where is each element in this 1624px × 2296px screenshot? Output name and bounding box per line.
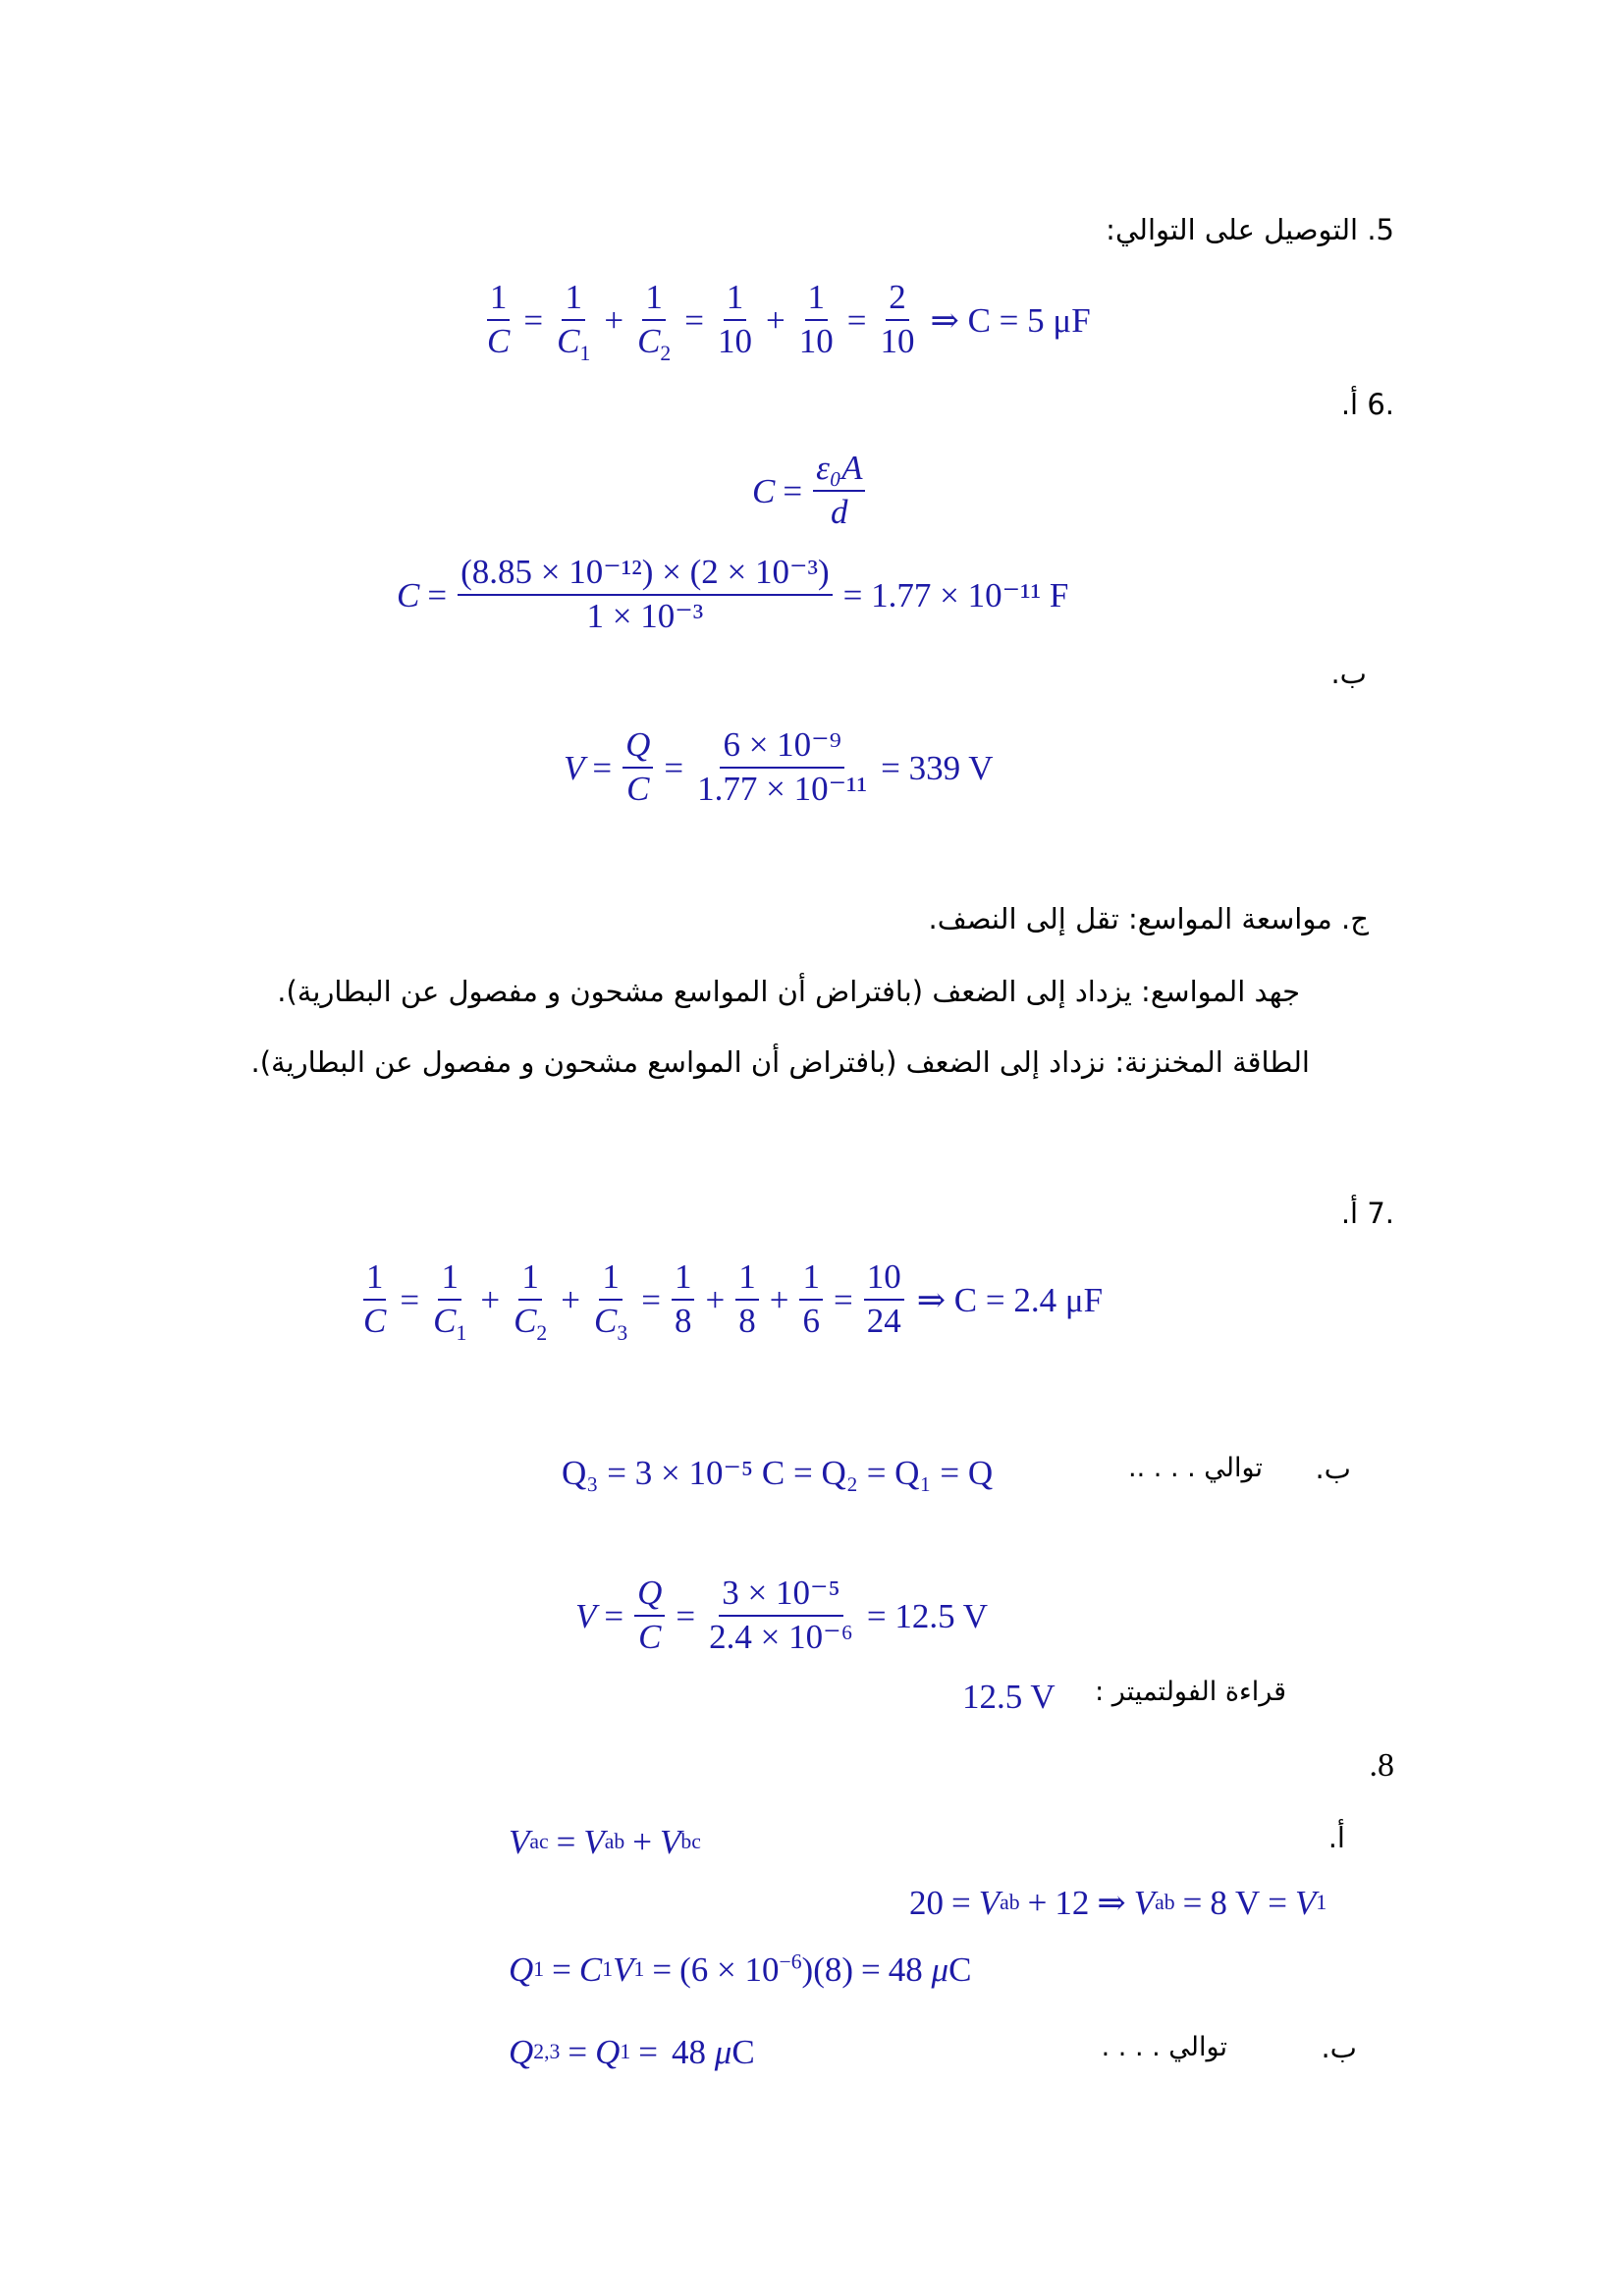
q7-voltmeter-value: 12.5 V: [962, 1677, 1056, 1716]
q8-vab-calculation: 20 = V ab + 12 ⇒ V ab = 8 V = V 1: [909, 1883, 1327, 1922]
q8-part-a-label: أ.: [1327, 1821, 1345, 1854]
q7-part-a-label: .7 أ.: [1340, 1197, 1394, 1230]
q8-charge-equality: Q 2,3 = Q 1 = 48 μC: [509, 2032, 755, 2071]
q7-voltmeter-label: قراءة الفولتميتر :: [1095, 1677, 1286, 1707]
q7-series-equation: $\frac{1}{C}$ = $\frac{1}{C_1}$ + $\frac{1}{C_2}$ + $\frac{1}{C_3}$ = $\frac{1}{8}$ + $\frac{1}{8}$ + $\frac{1}{6}$ = $\frac{10}{24}$ ⇒ C = 2.4 μF: [357, 1253, 1103, 1347]
q6-voltage-calculation: V = $\frac{Q}{C}$ = $\frac{\text{6 × 10⁻⁹}}{\text{1.77 × 10⁻¹¹}}$ = 339 V: [564, 725, 994, 808]
q5-result: ⇒ C = 5 μF: [930, 300, 1091, 340]
q7-voltage-calculation: V = $\frac{Q}{C}$ = $\frac{\text{3 × 10⁻⁵}}{\text{2.4 × 10⁻⁶}}$ = 12.5 V: [575, 1574, 988, 1656]
q8-charge-calculation: Q 1 = C 1 V 1 = $(6 \times 10^{-6})(8)$ = 48 μC: [509, 1949, 972, 1989]
q7-result: ⇒ C = 2.4 μF: [916, 1280, 1104, 1319]
frac-2-over-10: $\frac{2}{10}$: [880, 278, 915, 360]
frac-Q-over-C: $\frac{Q}{C}$: [623, 727, 653, 808]
q6-part-c-line1: ج. مواسعة المواسع: تقل إلى النصف.: [928, 902, 1369, 935]
q6-part-c-line3: الطاقة المخنزنة: نزداد إلى الضعف (بافتراض أن المواسع مشحون و مفصول عن البطارية).: [250, 1045, 1310, 1079]
q6-part-b-label: ب.: [1330, 657, 1367, 690]
q6-part-c-line2: جهد المواسع: يزداد إلى الضعف (بافتراض أن المواسع مشحون و مفصول عن البطارية).: [277, 975, 1300, 1008]
frac-1-over-10-a: $\frac{1}{10}$: [718, 278, 753, 360]
frac-1-over-10-b: $\frac{1}{10}$: [798, 278, 834, 360]
frac-1-over-C: $\frac{1}{C}$: [487, 278, 511, 360]
q6-voltage-result: = 339 V: [881, 748, 994, 787]
frac-10-over-24: $\frac{10}{24}$: [864, 1259, 904, 1340]
frac-1-over-8-a: $\frac{1}{8}$: [672, 1259, 695, 1340]
q5-heading: 5. التوصيل على التوالي:: [1106, 213, 1394, 246]
q7-part-b-label: ب.: [1315, 1452, 1351, 1485]
q7-charge-equation: Q₃ = 3 × 10⁻⁵ C = Q₂ = Q₁ = Q: [562, 1453, 994, 1492]
frac-capacitance-values: $\frac{\text{(8.85 × 10⁻¹²) × (2 × 10⁻³)}}{\text{1 × 10⁻³}}$: [458, 555, 833, 635]
frac-voltage-values: $\frac{\text{3 × 10⁻⁵}}{\text{2.4 × 10⁻⁶}}$: [709, 1574, 853, 1656]
q6-capacitance-result: = 1.77 × 10⁻¹¹ F: [842, 575, 1069, 614]
frac-Q-over-C: $\frac{Q}{C}$: [634, 1575, 665, 1656]
q8-part-b-note: توالي . . . .: [1101, 2032, 1227, 2062]
q8-number: .8: [1369, 1747, 1394, 1784]
q6-part-a-label: .6 أ.: [1340, 388, 1394, 421]
frac-voltage-values: $\frac{\text{6 × 10⁻⁹}}{\text{1.77 × 10⁻¹¹}}$: [697, 725, 868, 808]
q7-voltage-result: = 12.5 V: [866, 1596, 988, 1635]
q6-capacitance-calculation: C = $\frac{\text{(8.85 × 10⁻¹²) × (2 × 10⁻³)}}{\text{1 × 10⁻³}}$ = 1.77 × 10⁻¹¹ F: [397, 553, 1069, 635]
frac-1-over-C: $\frac{1}{C}$: [363, 1257, 387, 1340]
q8-part-b-label: ب.: [1321, 2031, 1357, 2064]
frac-eps0A-over-d: $\frac{\text{ε₀A}}{d}$: [813, 451, 865, 531]
q5-series-equation: $\frac{1}{C}$ = $\frac{1}{C_1}$ + $\frac{1}{C_2}$ = $\frac{1}{10}$ + $\frac{1}{10}$ = $\frac{2}{10}$ ⇒ C = 5 μF: [481, 273, 1091, 367]
q8-voltage-sum: V ac = V ab + V bc: [509, 1822, 701, 1861]
frac-1-over-C2: $\frac{1}{C_2}$: [637, 278, 672, 365]
frac-1-over-C3: $\frac{1}{C_3}$: [594, 1257, 628, 1345]
frac-1-over-C1: $\frac{1}{C_1}$: [557, 278, 591, 365]
frac-1-over-6: $\frac{1}{6}$: [799, 1259, 823, 1340]
q7-part-b-note: توالي . . . ..: [1128, 1453, 1263, 1483]
q6-capacitance-formula: C = $\frac{\text{ε₀A}}{d}$: [752, 444, 868, 538]
frac-1-over-C1: $\frac{1}{C_1}$: [433, 1257, 467, 1345]
frac-1-over-C2: $\frac{1}{C_2}$: [514, 1257, 548, 1345]
frac-1-over-8-b: $\frac{1}{8}$: [735, 1259, 759, 1340]
